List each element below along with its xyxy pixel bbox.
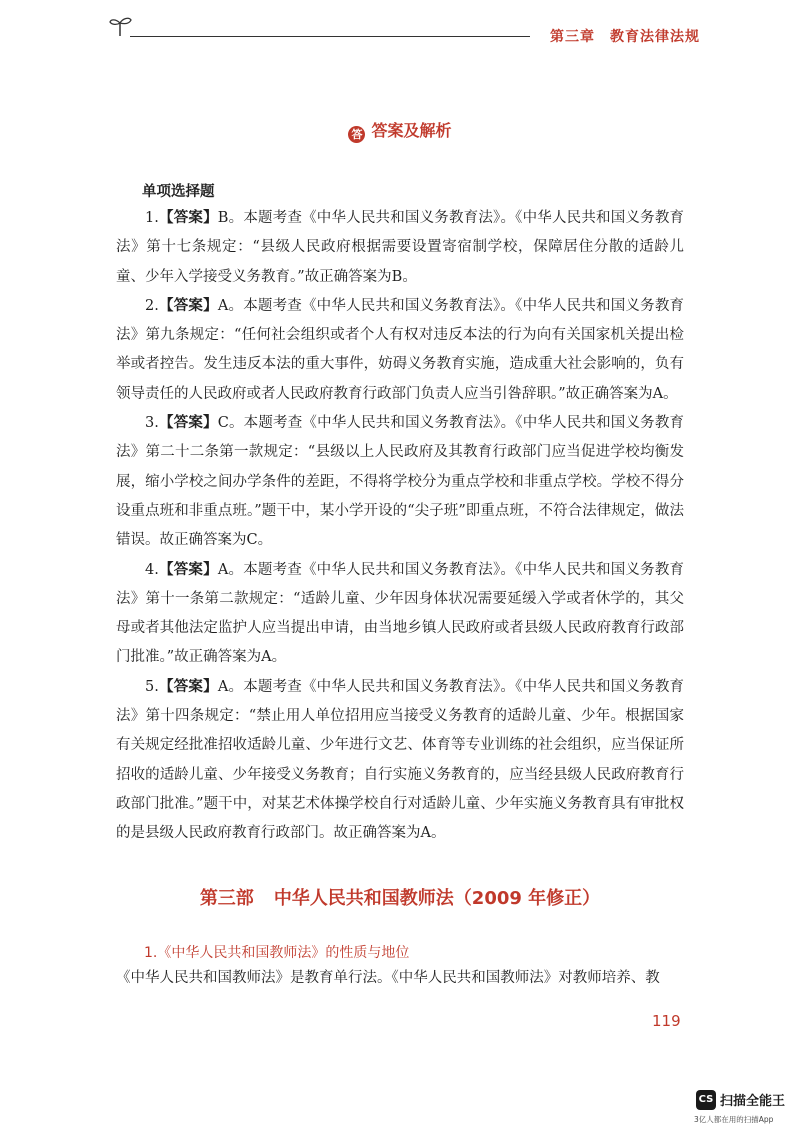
answer-item	[116, 292, 684, 409]
answer-badge-icon: 答	[348, 126, 365, 143]
page-number: 119	[652, 1012, 681, 1030]
answer-item	[116, 409, 684, 555]
answer-item	[116, 556, 684, 673]
answer-text: B。本题考查《中华人民共和国义务教育法》。《中华人民共和国义务教育法》第十七条规定：“县级人民政府根据需要设置寄宿制学校，保障居住分散的适龄儿童、少年入学接受义务教育。”故正确答案为B。	[116, 210, 685, 285]
answer-mark: 【答案】	[158, 678, 218, 695]
camscanner-tagline: 3亿人都在用的扫描App	[694, 1115, 774, 1124]
answer-item	[116, 673, 684, 849]
answer-list	[116, 204, 684, 849]
body-text: 《中华人民共和国教师法》是教育单行法。《中华人民共和国教师法》对教师培养、教	[116, 970, 660, 986]
part-label: 第三部	[199, 888, 254, 909]
answer-mark: 【答案】	[158, 561, 218, 578]
answer-mark: 【答案】	[158, 297, 218, 314]
answer-heading-text: 答案及解析	[371, 121, 452, 140]
answer-number: 3.	[145, 415, 159, 432]
chapter-title: 第三章 教育法律法规	[550, 29, 700, 45]
camscanner-name: 扫描全能王	[720, 1094, 786, 1109]
answer-number: 2.	[145, 297, 159, 314]
answer-mark: 【答案】	[158, 210, 218, 226]
section-label: 单项选择题	[142, 184, 215, 200]
answer-item	[116, 204, 684, 292]
answer-text: A。本题考查《中华人民共和国义务教育法》。《中华人民共和国义务教育法》第十一条第二款规定：“适龄儿童、少年因身体状况需要延缓入学或者休学的，其父母或者其他法定监护人应当提出申请，由当地乡镇人民政府或者县级人民政府教育行政部门批准。”故正确答案为A。	[116, 561, 685, 666]
answer-mark: 【答案】	[158, 415, 218, 432]
camscanner-logo-icon: CS	[696, 1090, 716, 1110]
sub-heading: 1.《中华人民共和国教师法》的性质与地位	[144, 945, 410, 961]
answer-number: 5.	[145, 678, 159, 695]
answer-number: 4.	[145, 561, 159, 578]
part-title-text: 中华人民共和国教师法（2009 年修正）	[273, 888, 601, 909]
answer-text: A。本题考查《中华人民共和国义务教育法》。《中华人民共和国义务教育法》第九条规定：“任何社会组织或者个人有权对违反本法的行为向有关国家机关提出检举或者控告。发生违反本法的重大事件，妨碍义务教育实施，造成重大社会影响的，负有领导责任的人民政府或者人民政府教育行政部门负责人应当引咎辞职。”故正确答案为A。	[116, 297, 685, 402]
answer-heading	[0, 118, 800, 143]
header-rule	[130, 36, 530, 37]
answer-text: C。本题考查《中华人民共和国义务教育法》。《中华人民共和国义务教育法》第二十二条第一款规定：“县级以上人民政府及其教育行政部门应当促进学校均衡发展，缩小学校之间办学条件的差距，不得将学校分为重点学校和非重点学校。学校不得分设重点班和非重点班。”题干中，某小学开设的“尖子班”即重点班，不符合法律规定，做法错误。故正确答案为C。	[116, 415, 685, 549]
part-title	[0, 884, 800, 910]
answer-number: 1.	[145, 210, 159, 226]
answer-text: A。本题考查《中华人民共和国义务教育法》。《中华人民共和国义务教育法》第十四条规定：“禁止用人单位招用应当接受义务教育的适龄儿童、少年。根据国家有关规定经批准招收适龄儿童、少年进行文艺、体育等专业训练的社会组织，应当保证所招收的适龄儿童、少年接受义务教育；自行实施义务教育的，应当经县级人民政府教育行政部门批准。”题干中，对某艺术体操学校自行对适龄儿童、少年实施义务教育具有审批权的是县级人民政府教育行政部门。故正确答案为A。	[116, 678, 685, 842]
